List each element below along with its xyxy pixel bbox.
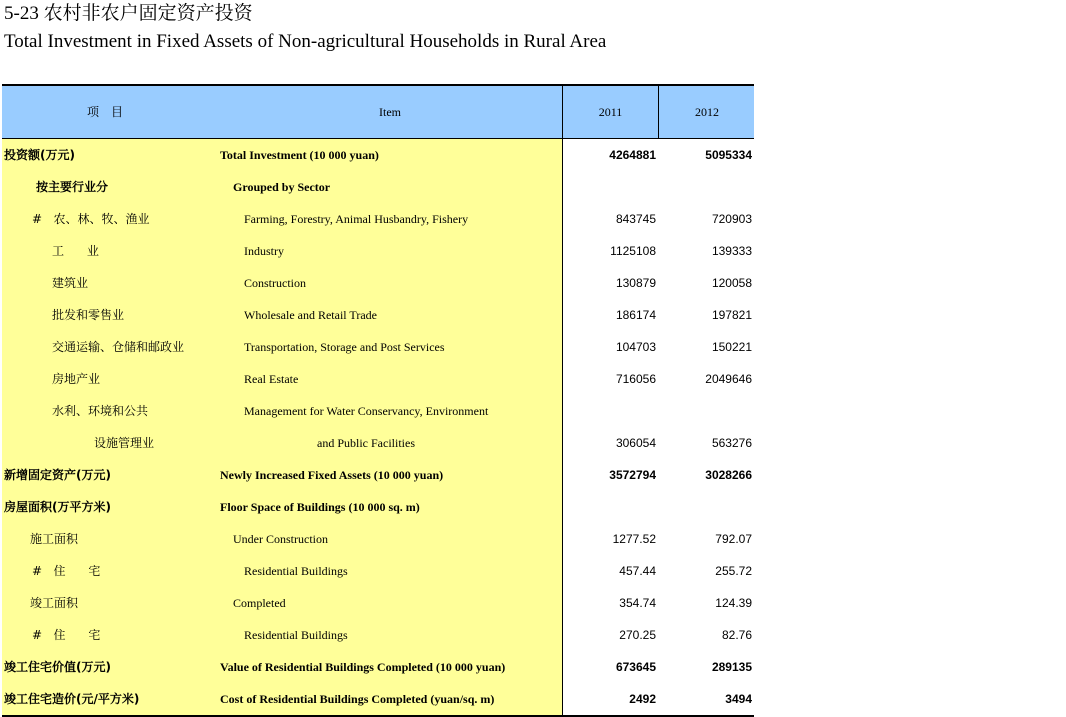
table-row (2, 427, 754, 459)
table-header (2, 84, 754, 139)
table-row (2, 395, 754, 427)
row-label-english: Farming, Forestry, Animal Husbandry, Fishery (244, 212, 469, 226)
row-label-english: Completed (233, 596, 286, 610)
table-row (2, 555, 754, 587)
row-label-english: Construction (244, 276, 306, 290)
row-label-chinese: 施工面积 (30, 532, 79, 546)
row-label-chinese: 房屋面积(万平方米) (4, 500, 111, 514)
value-2011: 306054 (562, 427, 656, 459)
value-2012: 289135 (711, 660, 752, 674)
row-label-english: Value of Residential Buildings Completed (10 000 yuan) (220, 660, 506, 674)
value-2011: 1125108 (562, 235, 656, 267)
table-row (2, 587, 754, 619)
header-item-english: Item (379, 105, 401, 119)
table-row (2, 203, 754, 235)
table-row (2, 619, 754, 651)
header-item-chinese: 项目 (86, 105, 135, 119)
value-2012: 2049646 (705, 372, 752, 386)
value-2011: 673645 (562, 651, 656, 683)
value-2012: 139333 (711, 244, 752, 258)
row-label-chinese: 竣工住宅造价(元/平方米) (4, 692, 140, 706)
value-2011 (562, 171, 656, 203)
row-label-english: Real Estate (244, 372, 299, 386)
row-label-english: Management for Water Conservancy, Environment (244, 404, 489, 418)
row-label-english: Residential Buildings (244, 564, 348, 578)
row-label-chinese: 竣工面积 (30, 596, 79, 610)
row-label-chinese: 竣工住宅价值(万元) (4, 660, 111, 674)
header-year-2011: 2011 (562, 86, 658, 138)
value-2011: 3572794 (562, 459, 656, 491)
row-label-english: Wholesale and Retail Trade (244, 308, 377, 322)
row-label-chinese: 投资额(万元) (4, 148, 75, 162)
row-label-english: Transportation, Storage and Post Services (244, 340, 445, 354)
value-2012: 720903 (711, 212, 752, 226)
table-row (2, 267, 754, 299)
row-label-chinese: # 住 宅 (32, 628, 101, 642)
value-2011: 186174 (562, 299, 656, 331)
row-label-chinese: 批发和零售业 (52, 308, 125, 322)
row-label-english: Residential Buildings (244, 628, 348, 642)
row-label-chinese: # 住 宅 (32, 564, 101, 578)
row-label-chinese: # 农、林、牧、渔业 (32, 212, 150, 226)
value-2011: 2492 (562, 683, 656, 715)
table-row (2, 651, 754, 683)
row-label-english: and Public Facilities (317, 436, 415, 450)
value-2012: 5095334 (705, 148, 752, 162)
row-label-chinese: 新增固定资产(万元) (4, 468, 111, 482)
value-2012: 120058 (711, 276, 752, 290)
value-2011: 270.25 (562, 619, 656, 651)
row-label-chinese: 工 业 (52, 244, 99, 258)
table-row (2, 491, 754, 523)
row-label-english: Total Investment (10 000 yuan) (220, 148, 379, 162)
value-2012: 792.07 (715, 532, 752, 546)
value-2012: 255.72 (715, 564, 752, 578)
table-row (2, 523, 754, 555)
row-label-chinese: 房地产业 (52, 372, 101, 386)
value-2011: 4264881 (562, 139, 656, 171)
table-row (2, 171, 754, 203)
value-2011: 130879 (562, 267, 656, 299)
value-2012: 563276 (711, 436, 752, 450)
row-label-chinese: 建筑业 (52, 276, 89, 290)
row-label-english: Cost of Residential Buildings Completed (yuan/sq. m) (220, 692, 495, 706)
value-2011: 843745 (562, 203, 656, 235)
row-label-chinese: 水利、环境和公共 (52, 404, 149, 418)
table-title-chinese: 5-23 农村非农户固定资产投资 (4, 3, 253, 24)
value-2011 (562, 395, 656, 427)
table-title-english: Total Investment in Fixed Assets of Non-agricultural Households in Rural Area (4, 31, 607, 52)
row-label-english: Industry (244, 244, 284, 258)
value-2012: 124.39 (715, 596, 752, 610)
row-label-chinese: 按主要行业分 (36, 180, 109, 194)
value-2012: 3028266 (705, 468, 752, 482)
value-2011: 1277.52 (562, 523, 656, 555)
header-year-2012: 2012 (658, 86, 755, 138)
row-label-chinese: 设施管理业 (94, 436, 155, 450)
table-row (2, 331, 754, 363)
value-2011 (562, 491, 656, 523)
table-row (2, 363, 754, 395)
value-2011: 354.74 (562, 587, 656, 619)
value-2012: 197821 (711, 308, 752, 322)
table-row (2, 299, 754, 331)
table-row (2, 683, 754, 715)
row-label-english: Under Construction (233, 532, 328, 546)
table-row (2, 139, 754, 171)
investment-table (2, 84, 754, 717)
row-label-english: Newly Increased Fixed Assets (10 000 yuan) (220, 468, 444, 482)
table-row (2, 459, 754, 491)
value-2011: 104703 (562, 331, 656, 363)
value-2012: 150221 (711, 340, 752, 354)
value-2011: 457.44 (562, 555, 656, 587)
table-row (2, 235, 754, 267)
value-2012: 82.76 (721, 628, 752, 642)
row-label-english: Floor Space of Buildings (10 000 sq. m) (220, 500, 420, 514)
row-label-chinese: 交通运输、仓储和邮政业 (52, 340, 185, 354)
row-label-english: Grouped by Sector (233, 180, 331, 194)
value-2012: 3494 (725, 692, 752, 706)
value-2011: 716056 (562, 363, 656, 395)
